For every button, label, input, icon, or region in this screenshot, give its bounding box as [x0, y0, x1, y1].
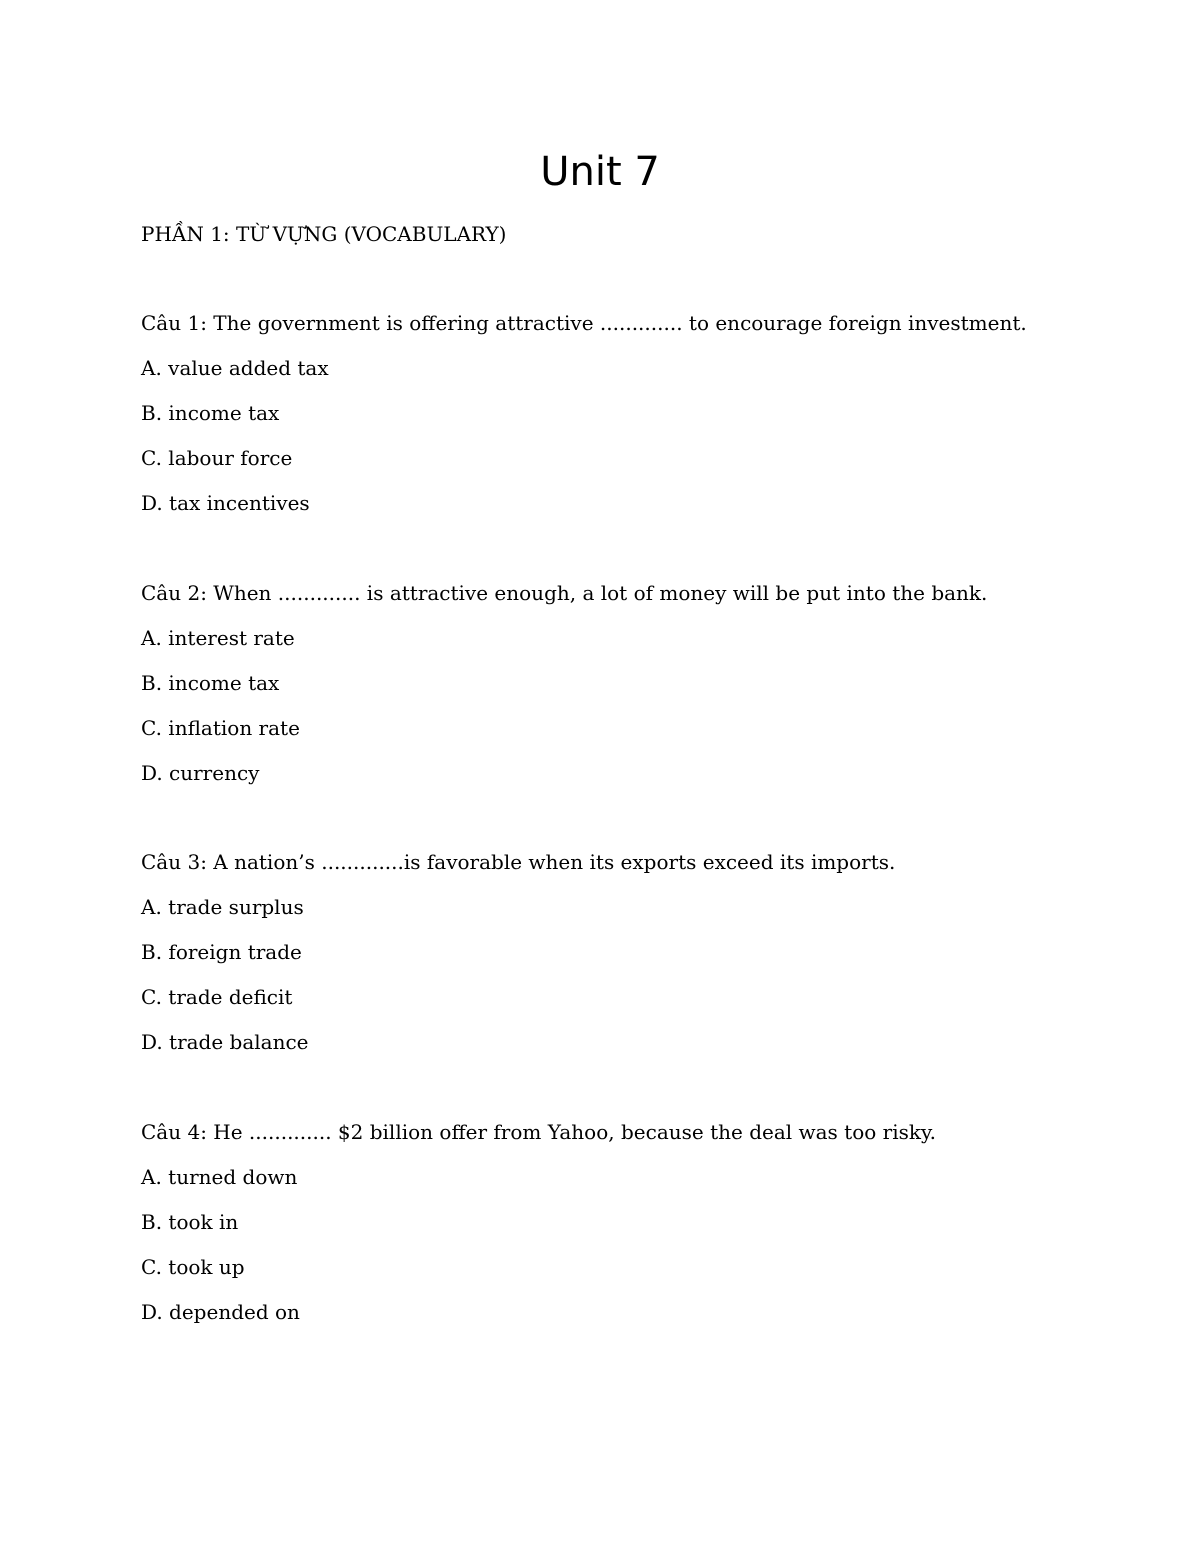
question-2	[141, 579, 1081, 804]
question-text: Câu 4: He ............. $2 billion offer from Yahoo, because the deal was too risky.	[141, 1120, 936, 1144]
page-title: Unit 7	[540, 149, 660, 195]
answer-option-c: C. trade deficit	[141, 985, 293, 1009]
answer-option-c: C. took up	[141, 1255, 245, 1279]
answer-option-c: C. labour force	[141, 446, 293, 470]
answer-option-a: A. trade surplus	[141, 895, 304, 919]
question-1	[141, 309, 1081, 534]
question-text: Câu 3: A nation’s .............is favorable when its exports exceed its imports.	[141, 850, 896, 874]
question-text: Câu 2: When ............. is attractive enough, a lot of money will be put into the bank.	[141, 581, 988, 605]
answer-option-a: A. turned down	[141, 1165, 298, 1189]
answer-option-a: A. value added tax	[141, 356, 329, 380]
answer-option-c: C. inflation rate	[141, 716, 300, 740]
answer-option-b: B. income tax	[141, 671, 280, 695]
answer-option-b: B. income tax	[141, 401, 280, 425]
answer-option-d: D. trade balance	[141, 1030, 309, 1054]
question-3	[141, 848, 1081, 1073]
question-4	[141, 1118, 1081, 1343]
answer-option-d: D. currency	[141, 761, 260, 785]
answer-option-a: A. interest rate	[141, 626, 295, 650]
question-text: Câu 1: The government is offering attractive ............. to encourage foreign investment.	[141, 311, 1027, 335]
answer-option-b: B. foreign trade	[141, 940, 302, 964]
answer-option-d: D. tax incentives	[141, 491, 310, 515]
answer-option-b: B. took in	[141, 1210, 239, 1234]
section-heading: PHẦN 1: TỪ VỰNG (VOCABULARY)	[141, 222, 507, 246]
answer-option-d: D. depended on	[141, 1300, 300, 1324]
